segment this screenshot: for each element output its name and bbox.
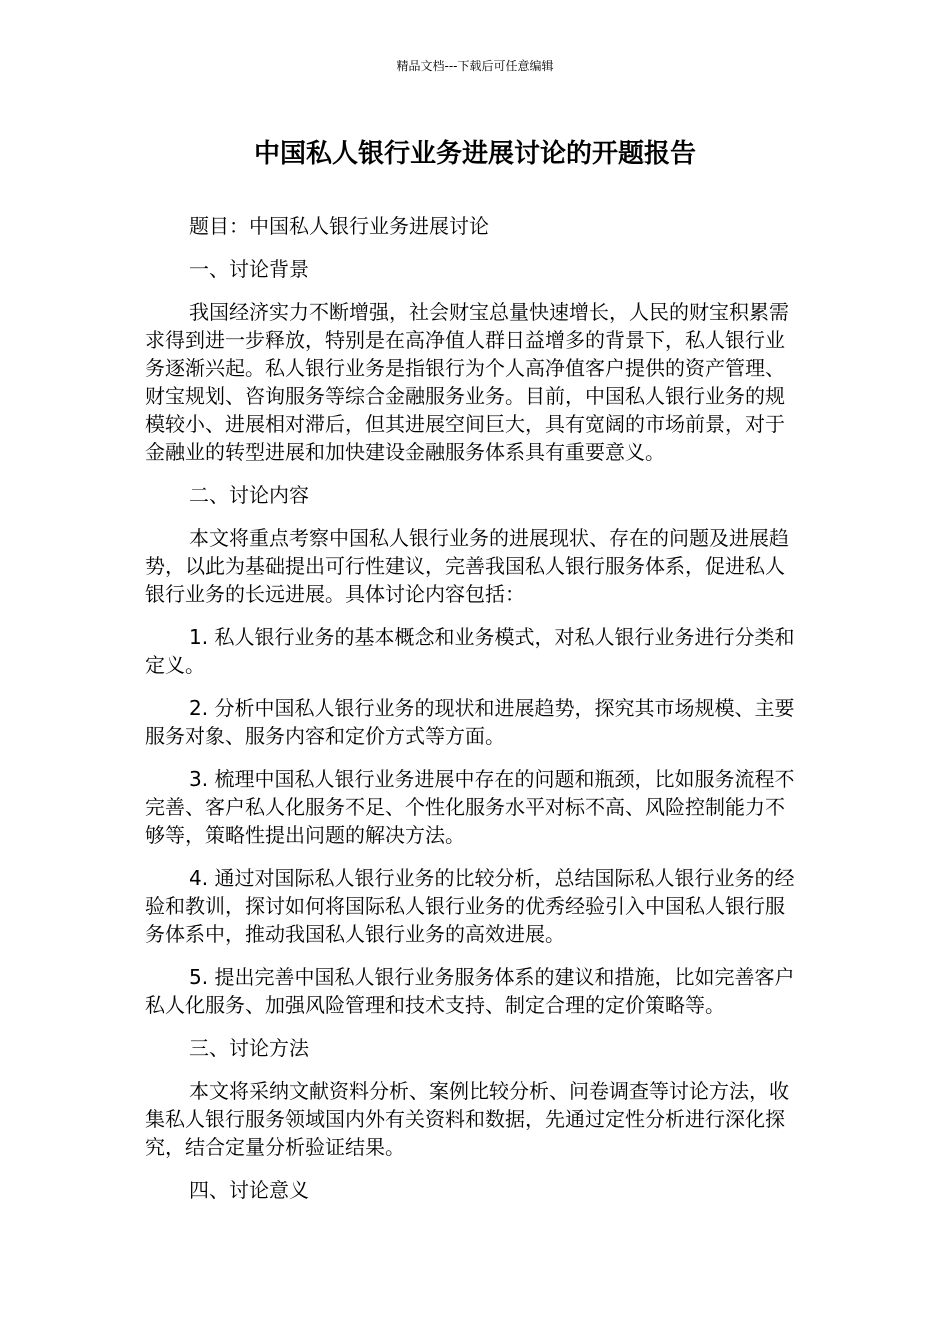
method-heading: 三、讨论方法 bbox=[189, 1036, 309, 1060]
content-intro-paragraph: 本文将重点考察中国私人银行业务的进展现状、存在的问题及进展趋势，以此为基础提出可行性建议，完善我国私人银行服务体系，促进私人银行业务的长远进展。具体讨论内容包括： bbox=[145, 526, 789, 606]
document-body bbox=[145, 212, 800, 1219]
background-paragraph: 我国经济实力不断增强，社会财宝总量快速增长，人民的财宝积累需求得到进一步释放，特别是在高净值人群日益增多的背景下，私人银行业务逐渐兴起。私人银行业务是指银行为个人高净值客户提供的资产管理、财宝规划、咨询服务等综合金融服务业务。目前，中国私人银行业务的规模较小、进展相对滞后，但其进展空间巨大，具有宽阔的市场前景，对于金融业的转型进展和加快建设金融服务体系具有重要意义。 bbox=[145, 300, 789, 464]
content-item-3: 3. 梳理中国私人银行业务进展中存在的问题和瓶颈，比如服务流程不完善、客户私人化服务不足、个性化服务水平对标不高、风险控制能力不够等，策略性提出问题的解决方法。 bbox=[145, 767, 795, 847]
content-item-5: 5. 提出完善中国私人银行业务服务体系的建议和措施，比如完善客户私人化服务、加强风险管理和技术支持、制定合理的定价策略等。 bbox=[145, 965, 795, 1017]
content-item-1: 1. 私人银行业务的基本概念和业务模式，对私人银行业务进行分类和定义。 bbox=[145, 625, 795, 677]
content-heading: 二、讨论内容 bbox=[189, 483, 309, 507]
content-item-2: 2. 分析中国私人银行业务的现状和进展趋势，探究其市场规模、主要服务对象、服务内容和定价方式等方面。 bbox=[145, 696, 795, 748]
document-title: 中国私人银行业务进展讨论的开题报告 bbox=[253, 139, 696, 169]
significance-heading: 四、讨论意义 bbox=[189, 1178, 309, 1202]
header-note: 精品文档---下载后可任意编辑 bbox=[396, 59, 554, 73]
content-item-4: 4. 通过对国际私人银行业务的比较分析，总结国际私人银行业务的经验和教训，探讨如何将国际私人银行业务的优秀经验引入中国私人银行服务体系中，推动我国私人银行业务的高效进展。 bbox=[145, 866, 795, 946]
method-paragraph: 本文将采纳文献资料分析、案例比较分析、问卷调查等讨论方法，收集私人银行服务领域国内外有关资料和数据，先通过定性分析进行深化探究，结合定量分析验证结果。 bbox=[145, 1079, 789, 1159]
background-heading: 一、讨论背景 bbox=[189, 257, 309, 281]
subject-line: 题目：中国私人银行业务进展讨论 bbox=[189, 214, 489, 238]
